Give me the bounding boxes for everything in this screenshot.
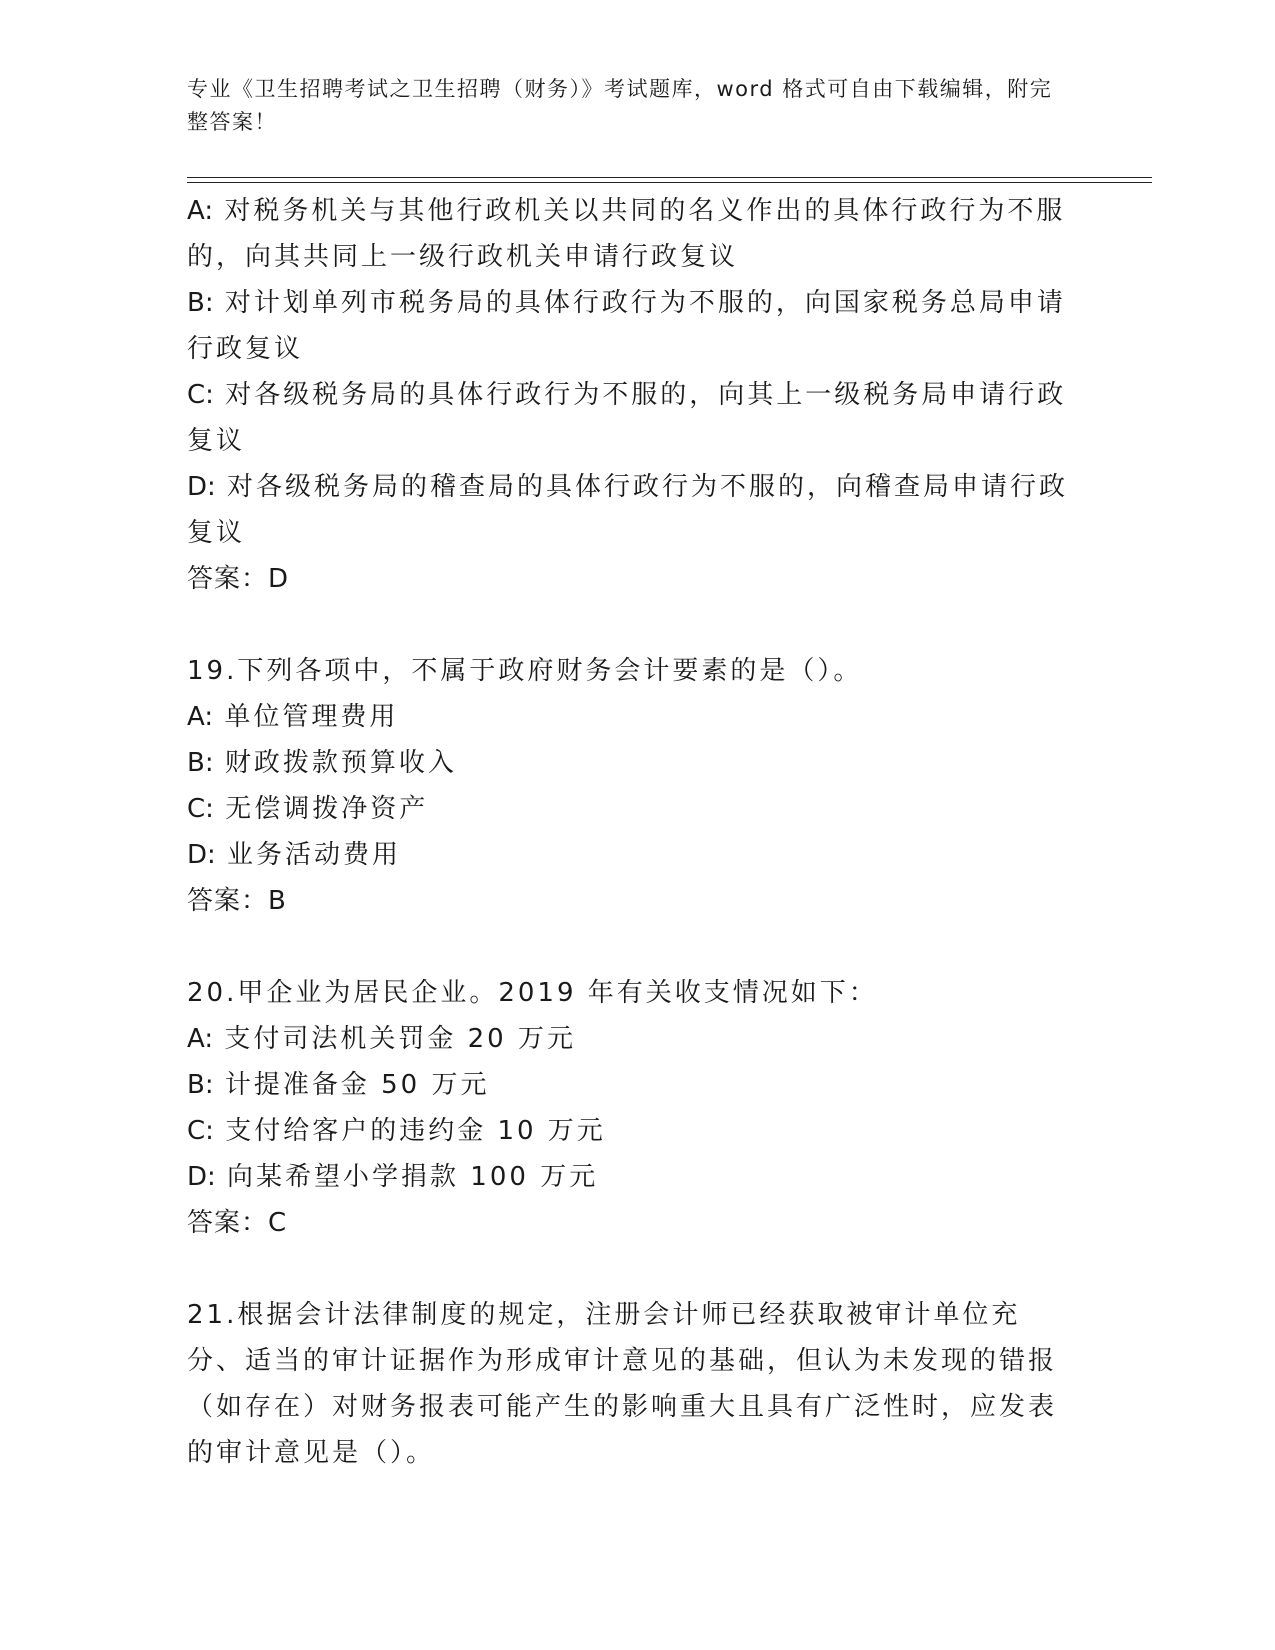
option-letter: C: [187,380,214,410]
option-d [187,832,1077,878]
option-letter: D: [187,1162,216,1192]
header-rule-bottom [187,182,1152,183]
answer-value: B [268,886,286,916]
answer-label: 答案： [187,886,269,916]
question-19-block [187,648,1077,924]
option-c [187,1108,1077,1154]
option-text: 业务活动费用 [227,840,402,870]
option-letter: A: [187,196,214,226]
answer-line [187,878,1077,924]
option-letter: A: [187,702,214,732]
option-letter: D: [187,472,216,502]
option-letter: D: [187,840,216,870]
header-rule-top [187,177,1152,178]
answer-line [187,1200,1077,1246]
option-a [187,694,1077,740]
option-text: 无偿调拨净资产 [225,794,429,824]
option-letter: C: [187,794,214,824]
option-text: 对各级税务局的稽查局的具体行政行为不服的，向稽查局申请行政复议 [187,472,1069,548]
option-d [187,1154,1077,1200]
option-text: 单位管理费用 [224,702,399,732]
option-b [187,1062,1077,1108]
option-text: 对各级税务局的具体行政行为不服的，向其上一级税务局申请行政复议 [187,380,1067,456]
option-a [187,188,1077,280]
question-21-block [187,1292,1077,1476]
option-letter: C: [187,1116,214,1146]
option-letter: B: [187,748,214,778]
question-stem: 19.下列各项中，不属于政府财务会计要素的是（）。 [187,656,863,686]
option-letter: B: [187,288,214,318]
answer-value: C [268,1208,287,1238]
page-header: 专业《卫生招聘考试之卫生招聘（财务）》考试题库，word 格式可自由下载编辑，附完整答案！ [187,77,1053,134]
option-b [187,280,1077,372]
option-c [187,786,1077,832]
option-letter: A: [187,1024,214,1054]
option-text: 对税务机关与其他行政机关以共同的名义作出的具体行政行为不服的，向其共同上一级行政机关申请行政复议 [187,196,1066,272]
option-letter: B: [187,1070,214,1100]
answer-line [187,556,1077,602]
option-text: 财政拨款预算收入 [224,748,457,778]
question-content [187,188,1077,1476]
option-text: 向某希望小学捐款 100 万元 [227,1162,599,1192]
option-text: 计提准备金 50 万元 [224,1070,490,1100]
answer-value: D [268,564,289,594]
option-a [187,1016,1077,1062]
option-text: 对计划单列市税务局的具体行政行为不服的，向国家税务总局申请行政复议 [187,288,1066,364]
question-stem: 21.根据会计法律制度的规定，注册会计师已经获取被审计单位充分、适当的审计证据作为形成审计意见的基础，但认为未发现的错报（如存在）对财务报表可能产生的影响重大且具有广泛性时，应发表的审计意见是（）。 [187,1300,1058,1468]
answer-label: 答案： [187,1208,269,1238]
option-b [187,740,1077,786]
option-d [187,464,1077,556]
question-20-block [187,970,1077,1246]
question-18-block [187,188,1077,602]
option-text: 支付司法机关罚金 20 万元 [224,1024,576,1054]
answer-label: 答案： [187,564,269,594]
option-c [187,372,1077,464]
question-stem: 20.甲企业为居民企业。2019 年有关收支情况如下： [187,978,878,1008]
option-text: 支付给客户的违约金 10 万元 [225,1116,606,1146]
